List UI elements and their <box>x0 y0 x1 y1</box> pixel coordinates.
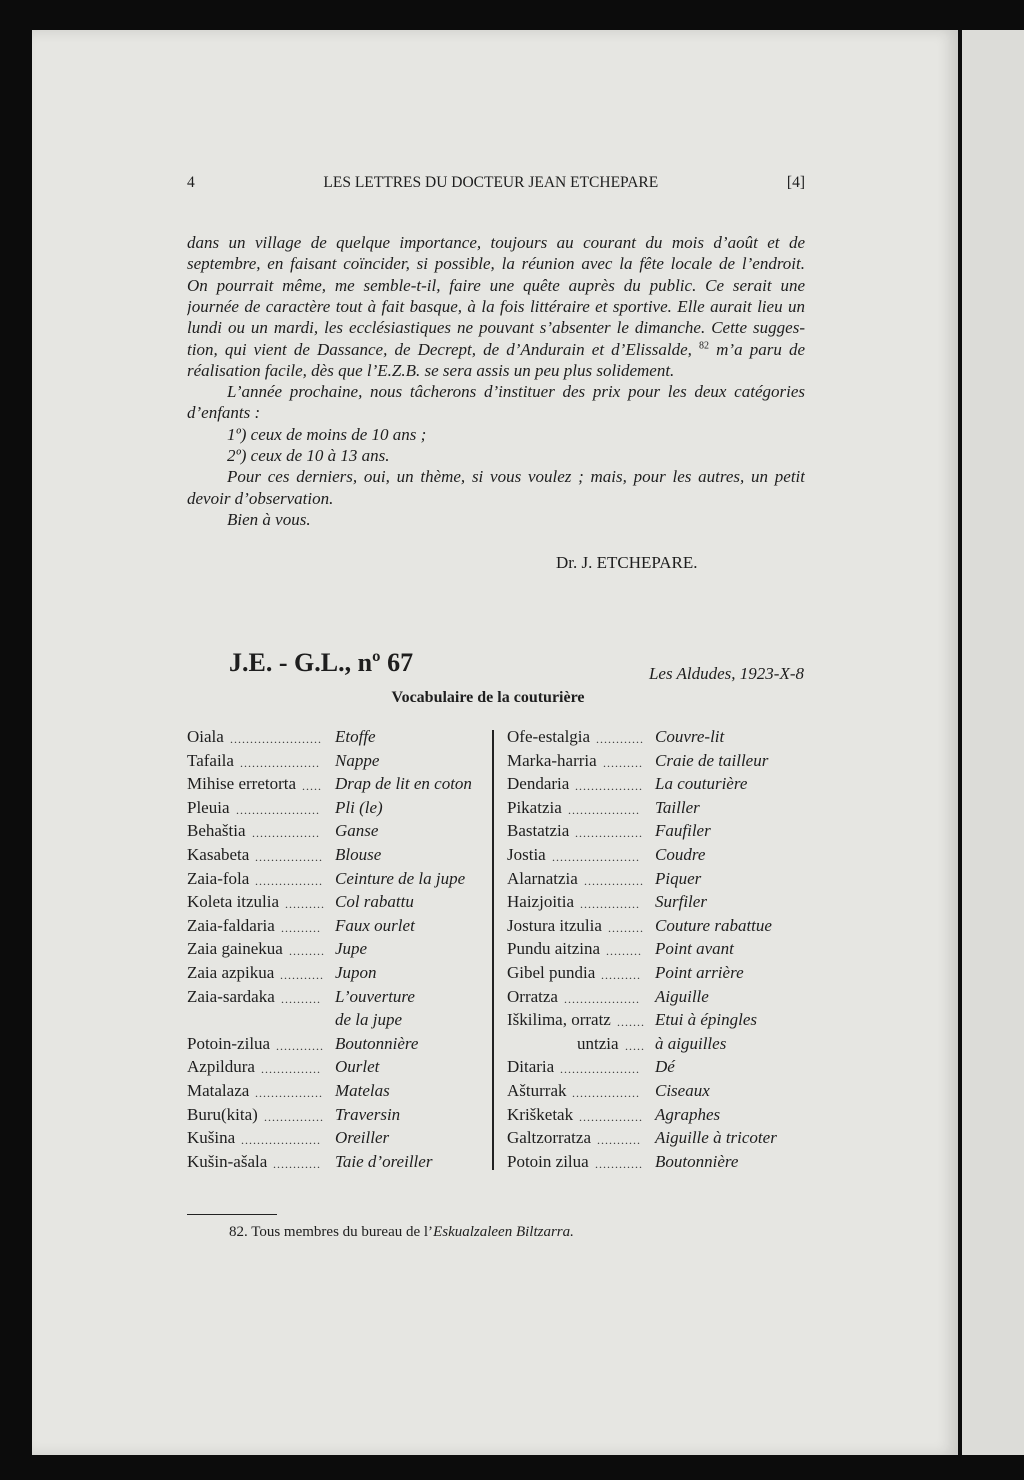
basque-term: Oiala <box>187 727 224 746</box>
letter-line-text: réalisation facile, dès que l’E.Z.B. se sera assis un peu plus solidement. <box>187 360 675 380</box>
letter-line <box>227 425 805 445</box>
leader-dots: ...................... <box>552 850 640 864</box>
basque-term: Marka-harria <box>507 750 597 770</box>
french-translation: Agraphes <box>655 1104 721 1124</box>
leader-dots: .................. <box>568 802 640 817</box>
letter-line <box>187 233 805 254</box>
leader-dots: ................. <box>252 826 320 841</box>
running-header <box>187 174 805 192</box>
vocabulary-row <box>507 963 807 986</box>
leader-dots: ................. <box>575 826 643 841</box>
vocabulary-row <box>187 798 487 821</box>
letter-line <box>227 510 805 530</box>
basque-term: Zaia-faldaria <box>187 915 275 935</box>
basque-term: Zaia-sardaka <box>187 986 275 1006</box>
french-translation: Ceinture de la jupe <box>335 868 466 888</box>
footnote-italic: Eskualzaleen Biltzarra. <box>433 1224 574 1240</box>
letter-line <box>227 467 805 488</box>
french-translation: Jupe <box>335 939 368 959</box>
french-translation: Drap de lit en coton <box>335 774 472 794</box>
leader-dots: ............ <box>276 1038 324 1053</box>
basque-term: Buru(kita) <box>187 1104 258 1124</box>
french-translation: Dé <box>655 1057 675 1077</box>
signature: Dr. J. ETCHEPARE. <box>556 553 698 572</box>
french-translation: Surfiler <box>655 892 707 912</box>
letter-line <box>187 361 805 381</box>
basque-term: Azpildura <box>187 1057 255 1077</box>
basque-term: Alarnatzia <box>507 868 578 888</box>
leader-dots: ......... <box>608 920 644 935</box>
leader-dots: .......... <box>603 755 643 770</box>
vocabulary-row <box>507 1128 807 1151</box>
basque-term: Zaia gainekua <box>187 939 283 959</box>
leader-dots: ........... <box>280 968 324 982</box>
french-translation: Couvre-lit <box>655 727 725 746</box>
footnote <box>229 1224 574 1241</box>
basque-term: Pikatzia <box>507 797 562 817</box>
french-translation: Ganse <box>335 821 379 841</box>
leader-dots: ....................... <box>230 732 322 746</box>
french-translation: Nappe <box>335 750 380 770</box>
french-translation: Traversin <box>335 1104 401 1124</box>
footnote-number: 82. <box>229 1224 248 1240</box>
letter-line-text: Pour ces derniers, oui, un thème, si vous voulez ; mais, pour les autres, un petit <box>227 467 805 487</box>
basque-term: Dendaria <box>507 774 570 794</box>
leader-dots: ............ <box>596 732 644 746</box>
vocabulary-row <box>187 1105 487 1128</box>
leader-dots: ................. <box>255 850 323 864</box>
letter-line-text: d’enfants : <box>187 403 261 423</box>
vocabulary-row <box>507 1057 807 1080</box>
basque-term: Iškilima, orratz <box>507 1010 611 1030</box>
basque-term: Kušin-ašala <box>187 1151 268 1171</box>
vocabulary-row <box>187 751 487 774</box>
french-translation: La couturière <box>655 774 748 794</box>
letter-line <box>187 276 805 297</box>
vocabulary-row <box>187 727 487 750</box>
french-translation: à aiguilles <box>655 1033 727 1053</box>
vocabulary-row <box>187 1034 487 1057</box>
basque-term: Matalaza <box>187 1081 250 1100</box>
basque-term: Haizjoitia <box>507 892 575 912</box>
letter-line-text: L’année prochaine, nous tâcherons d’instituer des prix pour les deux catégories <box>227 382 805 402</box>
leader-dots: .......... <box>281 920 321 935</box>
french-translation: Col rabattu <box>335 892 414 912</box>
french-translation: Pli (le) <box>335 797 383 817</box>
letter-line-text: devoir d’observation. <box>187 488 334 508</box>
basque-term: Behaštia <box>187 821 246 841</box>
vocabulary-row <box>507 987 807 1010</box>
letter-line-text: Bien à vous. <box>227 509 311 529</box>
basque-term: Ašturrak <box>507 1081 567 1100</box>
leader-dots: ............... <box>580 897 640 912</box>
basque-term: untzia <box>577 1033 619 1053</box>
running-title: LES LETTRES DU DOCTEUR JEAN ETCHEPARE <box>323 174 659 191</box>
letter-line <box>227 446 805 466</box>
letter-line-text: 2º) ceux de 10 à 13 ans. <box>227 446 390 465</box>
vocabulary-row <box>187 1152 487 1175</box>
vocabulary-row <box>187 939 487 962</box>
footnote-text: Tous membres du bureau de l’ <box>251 1224 434 1240</box>
french-translation: Ciseaux <box>655 1081 710 1100</box>
footnote-reference: 82 <box>699 339 710 351</box>
french-translation: Blouse <box>335 845 382 864</box>
leader-dots: ................. <box>255 873 323 888</box>
french-translation: Craie de tailleur <box>655 750 769 770</box>
vocabulary-row <box>187 1128 487 1151</box>
vocabulary-row <box>507 1034 807 1057</box>
vocabulary-row <box>507 916 807 939</box>
letter-line <box>227 382 805 403</box>
column-divider <box>492 730 494 1170</box>
basque-term: Galtzorratza <box>507 1128 591 1148</box>
basque-term: Krišketak <box>507 1104 574 1124</box>
leader-dots: .......... <box>281 991 321 1006</box>
vocabulary-row <box>187 1081 487 1104</box>
french-translation: Aiguille <box>655 986 709 1006</box>
vocabulary-row <box>187 963 487 986</box>
french-translation: Faufiler <box>655 821 711 841</box>
vocabulary-row <box>507 1081 807 1104</box>
french-translation: Faux ourlet <box>335 915 415 935</box>
french-translation: Boutonnière <box>655 1151 739 1171</box>
leader-dots: .......... <box>285 897 325 912</box>
letter-line-text: septembre, en faisant coïncider, si possible, la réunion avec la fête locale de l’endroit. <box>187 254 805 274</box>
basque-term: Koleta itzulia <box>187 892 280 912</box>
basque-term: Jostia <box>507 845 546 864</box>
letter-line <box>187 489 805 509</box>
french-translation: Coudre <box>655 845 706 864</box>
leader-dots: ................. <box>255 1086 323 1100</box>
french-translation: L’ouverture <box>335 986 415 1006</box>
french-translation: Oreiller <box>335 1128 390 1148</box>
french-translation: Boutonnière <box>335 1033 419 1053</box>
french-translation: Aiguille à tricoter <box>655 1128 777 1148</box>
basque-term: Jostura itzulia <box>507 915 602 935</box>
basque-term: Orratza <box>507 986 558 1006</box>
vocabulary-row <box>507 869 807 892</box>
leader-dots: ................. <box>575 779 643 794</box>
leader-dots: ................. <box>572 1086 640 1100</box>
leader-dots: ................... <box>564 991 640 1006</box>
basque-term: Ofe-estalgia <box>507 727 591 746</box>
vocabulary-row <box>507 845 807 868</box>
vocabulary-row <box>187 845 487 868</box>
leader-dots: ............ <box>273 1156 321 1171</box>
basque-term: Tafaila <box>187 750 234 770</box>
vocabulary-row <box>507 821 807 844</box>
leader-dots: .................... <box>240 755 320 770</box>
vocabulary-row <box>507 939 807 962</box>
letter-line-text: m’a paru de <box>716 339 805 359</box>
vocabulary-row <box>507 727 807 750</box>
french-translation: Etui à épingles <box>655 1010 757 1030</box>
basque-term: Ditaria <box>507 1057 555 1077</box>
basque-term: Potoin zilua <box>507 1151 589 1171</box>
basque-term: Zaia azpikua <box>187 963 275 982</box>
vocabulary-row <box>187 774 487 797</box>
french-translation: Taie d’oreiller <box>335 1151 433 1171</box>
section-number: [4] <box>786 174 805 191</box>
vocabulary-row <box>187 1010 487 1033</box>
french-translation: de la jupe <box>335 1010 403 1030</box>
leader-dots: ................ <box>579 1109 643 1124</box>
leader-dots: ............ <box>595 1156 643 1171</box>
basque-term: Gibel pundia <box>507 963 596 982</box>
french-translation: Ourlet <box>335 1057 380 1077</box>
vocabulary-row <box>187 916 487 939</box>
vocabulary-row <box>507 1152 807 1175</box>
french-translation: Etoffe <box>335 727 376 746</box>
letter-line-text: On pourrait même, me semble-t-il, faire une quête auprès du public. Ce serait une <box>187 275 805 295</box>
vocabulary-row <box>187 892 487 915</box>
french-translation: Point arrière <box>655 963 744 982</box>
basque-term: Mihise erretorta <box>187 774 297 794</box>
basque-term: Zaia-fola <box>187 868 250 888</box>
letter-line-text: tion, qui vient de Dassance, de Decrept, de d’Andurain et d’Elissalde, <box>187 339 692 359</box>
french-translation: Piquer <box>655 868 702 888</box>
letter-line <box>187 403 805 423</box>
leader-dots: ............... <box>261 1062 321 1077</box>
letter-line-text: journée de caractère tout à fait basque, à la fois littéraire et sportive. Elle aurait lieu un <box>187 296 805 316</box>
vocabulary-row <box>187 869 487 892</box>
french-translation: Tailler <box>655 797 700 817</box>
leader-dots: .................... <box>560 1062 640 1077</box>
vocabulary-row <box>507 892 807 915</box>
vocabulary-row <box>187 987 487 1010</box>
footnote-rule <box>187 1214 277 1215</box>
french-translation: Jupon <box>335 963 377 982</box>
letter-line <box>187 254 805 275</box>
basque-term: Pundu aitzina <box>507 939 601 959</box>
vocabulary-title: Vocabulaire de la couturière <box>391 689 585 706</box>
letter-title: J.E. - G.L., nº 67 <box>229 648 414 677</box>
leader-dots: ....... <box>617 1015 645 1030</box>
adjacent-page-edge <box>962 30 1024 1455</box>
leader-dots: ............... <box>584 873 644 888</box>
leader-dots: .................... <box>241 1133 321 1148</box>
basque-term: Kušina <box>187 1128 236 1148</box>
leader-dots: ..................... <box>236 802 320 817</box>
vocabulary-row <box>507 751 807 774</box>
vocabulary-row <box>507 1010 807 1033</box>
basque-term: Bastatzia <box>507 821 570 841</box>
basque-term: Potoin-zilua <box>187 1033 271 1053</box>
letter-line-text: 1º) ceux de moins de 10 ans ; <box>227 424 427 444</box>
page-number: 4 <box>187 174 195 191</box>
place-date: Les Aldudes, 1923-X-8 <box>648 664 804 683</box>
leader-dots: ..... <box>625 1038 645 1053</box>
letter-line-text: lundi ou un mardi, les ecclésiastiques ne pouvant s’absenter le dimanche. Cette sugges- <box>187 318 805 338</box>
letter-line-text: dans un village de quelque importance, toujours au courant du mois d’août et de <box>187 233 805 252</box>
letter-line <box>187 340 805 361</box>
french-translation: Point avant <box>655 939 734 959</box>
vocabulary-row <box>507 798 807 821</box>
leader-dots: ........... <box>597 1133 641 1148</box>
vocabulary-row <box>507 1105 807 1128</box>
letter-line <box>187 297 805 318</box>
french-translation: Couture rabattue <box>655 915 772 935</box>
leader-dots: ......... <box>606 944 642 959</box>
french-translation: Matelas <box>335 1081 390 1100</box>
vocabulary-row <box>187 821 487 844</box>
leader-dots: ..... <box>302 779 322 794</box>
basque-term: Kasabeta <box>187 845 250 864</box>
letter-line <box>187 318 805 339</box>
leader-dots: ......... <box>289 944 325 959</box>
leader-dots: .......... <box>601 968 641 982</box>
basque-term: Pleuia <box>187 797 230 817</box>
vocabulary-row <box>507 774 807 797</box>
leader-dots: ............... <box>264 1109 324 1124</box>
vocabulary-row <box>187 1057 487 1080</box>
